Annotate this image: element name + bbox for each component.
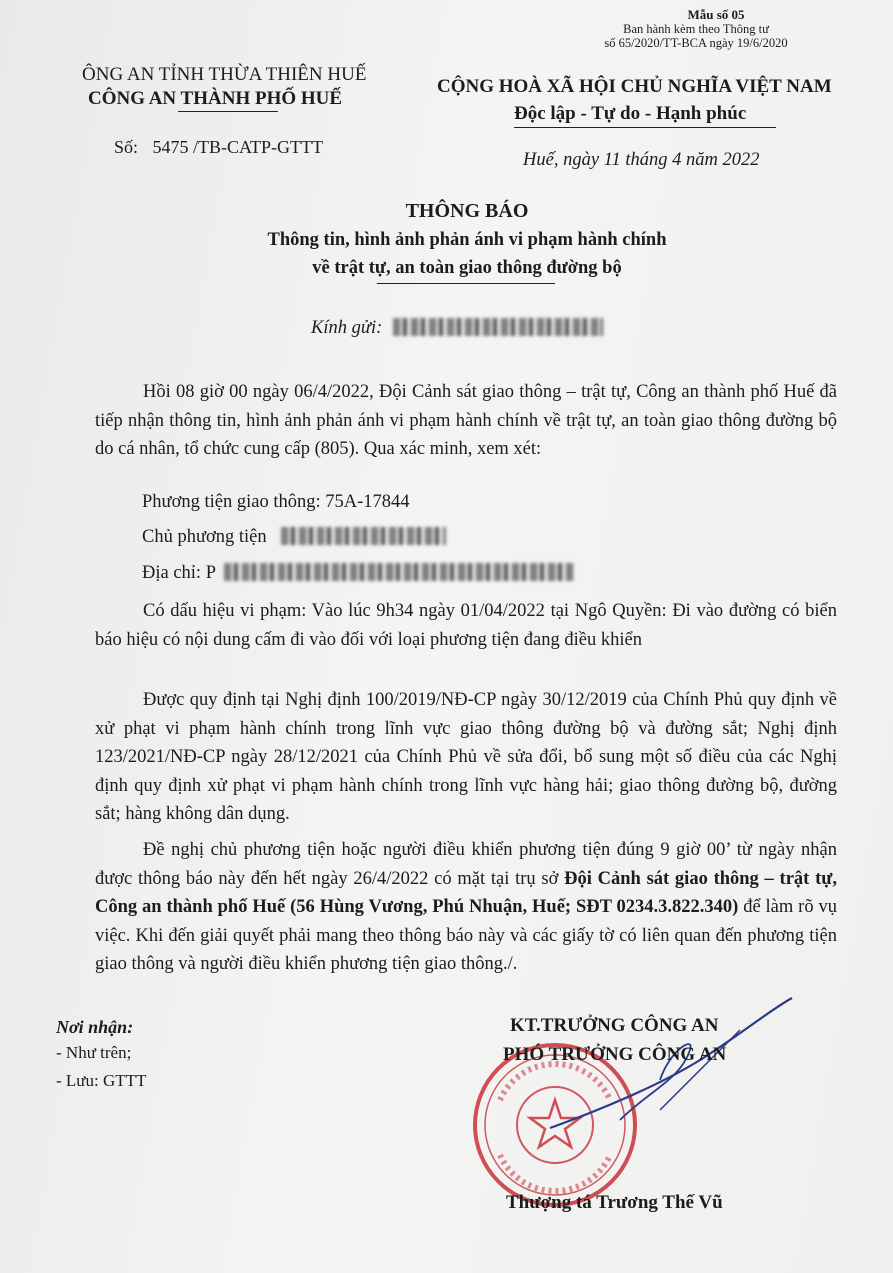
- address-label: Địa chỉ:: [142, 563, 202, 583]
- doc-number-label: Số:: [114, 137, 139, 157]
- address-prefix: P: [205, 563, 216, 583]
- motto: Độc lập - Tự do - Hạnh phúc: [514, 103, 747, 124]
- owner-label: Chủ phương tiện: [142, 527, 267, 547]
- request-paragraph: [95, 836, 837, 979]
- violation-text: Có dấu hiệu vi phạm: Vào lúc 9h34 ngày 01/04/2022 tại Ngô Quyền: Đi vào đường có biển báo hiệu có nội dung cấm đi vào đối với loại phương tiện đang điều khiển: [95, 601, 837, 650]
- owner-line: [142, 527, 446, 548]
- recipient-line: [311, 318, 603, 339]
- country-name: CỘNG HOÀ XÃ HỘI CHỦ NGHĨA VIỆT NAM: [437, 76, 832, 97]
- recipients-block: [56, 1015, 146, 1093]
- legal-text: Được quy định tại Nghị định 100/2019/NĐ-CP ngày 30/12/2019 của Chính Phủ quy định về xử phạt vi phạm hành chính trong lĩnh vực giao thông đường bộ và đường sắt; Nghị định 123/2021/NĐ-CP ngày 28/12/2021 của Chính Phủ về sửa đổi, bổ sung một số điều của các Nghị định quy định xử phạt vi phạm hành chính trong lĩnh vực hàng hải; giao thông đường bộ, đường sắt; hàng không dân dụng.: [95, 690, 837, 824]
- redacted-owner: [281, 527, 446, 545]
- form-meta: [596, 8, 796, 50]
- vehicle-label: Phương tiện giao thông:: [142, 492, 321, 512]
- request-part2: để làm rõ vụ việc. Khi đến giải quyết phải mang theo thông báo này và các giấy tờ có liên quan đến phương tiện giao thông và người điều khiển phương tiện giao thông./.: [95, 897, 837, 974]
- intro-text: Hồi 08 giờ 00 ngày 06/4/2022, Đội Cảnh sát giao thông – trật tự, Công an thành phố Huế đã tiếp nhận thông tin, hình ảnh phản ánh vi phạm hành chính về trật tự, an toàn giao thông đường bộ do cá nhân, tổ chức cung cấp (805). Qua xác minh, xem xét:: [95, 382, 837, 459]
- redacted-address: [224, 563, 574, 581]
- form-number: Mẫu số 05: [687, 7, 745, 22]
- request-part1: Đề nghị chủ phương tiện hoặc người điều khiển phương tiện đúng 9 giờ 00’ từ ngày nhận được thông báo này đến hết ngày 26/4/2022 có mặt tại trụ sở: [95, 840, 837, 889]
- notice-title: THÔNG BÁO: [405, 200, 529, 222]
- address-line: [142, 563, 574, 584]
- intro-paragraph: [95, 378, 837, 464]
- vehicle-plate: 75A-17844: [325, 492, 410, 512]
- motto-underline: [514, 127, 776, 128]
- recipient-label: Kính gửi:: [311, 318, 383, 338]
- notice-subtitle-2: về trật tự, an toàn giao thông đường bộ: [312, 258, 622, 278]
- recipient-item: - Lưu: GTTT: [56, 1071, 147, 1090]
- request-text: [95, 836, 837, 979]
- signer-name: Thượng tá Trương Thế Vũ: [506, 1192, 723, 1213]
- recipient-item: - Như trên;: [56, 1043, 132, 1062]
- doc-number-value: 5475 /TB-CATP-GTTT: [152, 137, 324, 157]
- doc-number: [114, 137, 323, 158]
- agency-underline: [178, 111, 278, 112]
- form-issued-line2: số 65/2020/TT-BCA ngày 19/6/2020: [604, 36, 788, 50]
- violation-paragraph: [95, 597, 837, 654]
- request-office: Đội Cảnh sát giao thông – trật tự, Công an thành phố Huế (56 Hùng Vương, Phú Nhuận, Huế; SĐT 0234.3.822.340): [95, 868, 837, 917]
- redacted-recipient: [393, 318, 603, 336]
- agency-parent: ÔNG AN TỈNH THỪA THIÊN HUẾ: [82, 64, 367, 85]
- signature-title-1: KT.TRƯỞNG CÔNG AN: [510, 1015, 719, 1036]
- recipients-title: Nơi nhận:: [56, 1017, 134, 1037]
- agency-name: CÔNG AN THÀNH PHỐ HUẾ: [88, 88, 343, 109]
- title-underline: [377, 283, 555, 284]
- issue-date: Huế, ngày 11 tháng 4 năm 2022: [523, 150, 760, 170]
- form-issued-line1: Ban hành kèm theo Thông tư: [623, 22, 769, 36]
- signature-title-2: PHÓ TRƯỞNG CÔNG AN: [503, 1044, 727, 1065]
- legal-paragraph: [95, 686, 837, 829]
- vehicle-line: [142, 492, 410, 513]
- notice-subtitle-1: Thông tin, hình ảnh phản ánh vi phạm hành chính: [267, 230, 667, 250]
